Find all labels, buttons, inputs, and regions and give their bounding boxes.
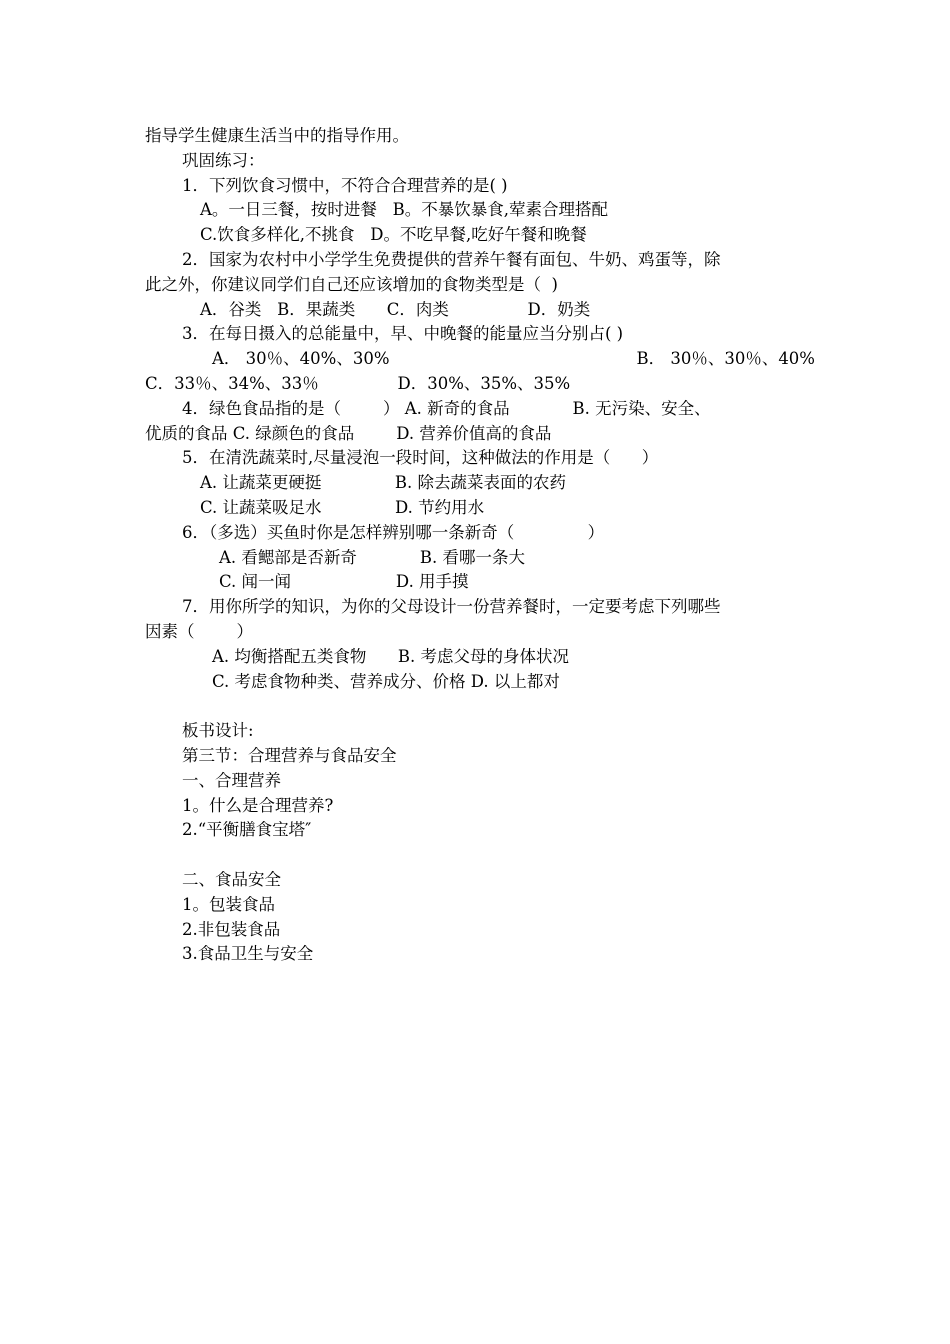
question-2-options: A．谷类 B．果蔬类 C．肉类 D．奶类 xyxy=(200,299,591,319)
blank-line xyxy=(145,694,815,719)
question-3-option-b: B． 30％、30％、40% xyxy=(636,349,815,369)
question-4-continued: 优质的食品 C. 绿颜色的食品 D. 营养价值高的食品 xyxy=(145,423,552,443)
board-heading-nutrition: 一、合理营养 xyxy=(182,770,281,790)
board-item: 2.“平衡膳食宝塔″ xyxy=(182,820,312,840)
question-3: 3．在每日摄入的总能量中，早、中晚餐的能量应当分别占( ) xyxy=(182,324,624,344)
question-6-options-ab: A. 看鳃部是否新奇 B. 看哪一条大 xyxy=(219,547,525,567)
board-title: 第三节：合理营养与食品安全 xyxy=(182,745,397,765)
blank-line xyxy=(145,843,815,868)
board-item: 1。包装食品 xyxy=(182,894,275,914)
question-5-options-ab: A. 让蔬菜更硬挺 B. 除去蔬菜表面的农药 xyxy=(200,473,566,493)
question-2-continued: 此之外，你建议同学们自己还应该增加的食物类型是（ ) xyxy=(145,274,558,294)
board-heading-food-safety: 二、食品安全 xyxy=(182,869,281,889)
question-4: 4．绿色食品指的是（ ） A. 新奇的食品 B. 无污染、安全、 xyxy=(182,398,711,418)
question-7-options-ab: A. 均衡搭配五类食物 B. 考虑父母的身体状况 xyxy=(212,646,569,666)
board-item: 2.非包装食品 xyxy=(182,919,281,939)
document-body xyxy=(145,124,815,967)
question-6-options-cd: C. 闻一闻 D. 用手摸 xyxy=(219,572,469,592)
section-heading-exercises: 巩固练习： xyxy=(182,150,265,170)
question-5-options-cd: C. 让蔬菜吸足水 D. 节约用水 xyxy=(200,497,485,517)
question-1-options-cd: C.饮食多样化,不挑食 D。不吃早餐,吃好午餐和晚餐 xyxy=(200,225,587,245)
question-6: 6．（多选）买鱼时你是怎样辨别哪一条新奇（ ） xyxy=(182,522,605,542)
question-7-continued: 因素（ ） xyxy=(145,621,253,641)
board-item: 1。什么是合理营养? xyxy=(182,795,334,815)
text-line: 指导学生健康生活当中的指导作用。 xyxy=(145,126,409,145)
question-3-option-a: A． 30％、40%、30% xyxy=(212,349,390,369)
question-5: 5．在清洗蔬菜时,尽量浸泡一段时间，这种做法的作用是（ ） xyxy=(182,448,659,468)
question-3-options-cd: C．33％、34%、33％ D．30%、35%、35% xyxy=(145,373,571,393)
question-7: 7．用你所学的知识，为你的父母设计一份营养餐时，一定要考虑下列哪些 xyxy=(182,597,721,617)
board-item: 3.食品卫生与安全 xyxy=(182,944,314,964)
question-1: 1．下列饮食习惯中，不符合合理营养的是( ) xyxy=(182,175,508,195)
question-2: 2．国家为农村中小学学生免费提供的营养午餐有面包、牛奶、鸡蛋等，除 xyxy=(182,249,721,269)
question-3-options-ab xyxy=(145,347,815,372)
question-7-options-cd: C. 考虑食物种类、营养成分、价格 D. 以上都对 xyxy=(212,671,560,691)
section-heading-board-design: 板书设计: xyxy=(182,721,254,741)
question-1-options-ab: A。一日三餐，按时进餐 B。不暴饮暴食,荤素合理搭配 xyxy=(200,200,609,220)
